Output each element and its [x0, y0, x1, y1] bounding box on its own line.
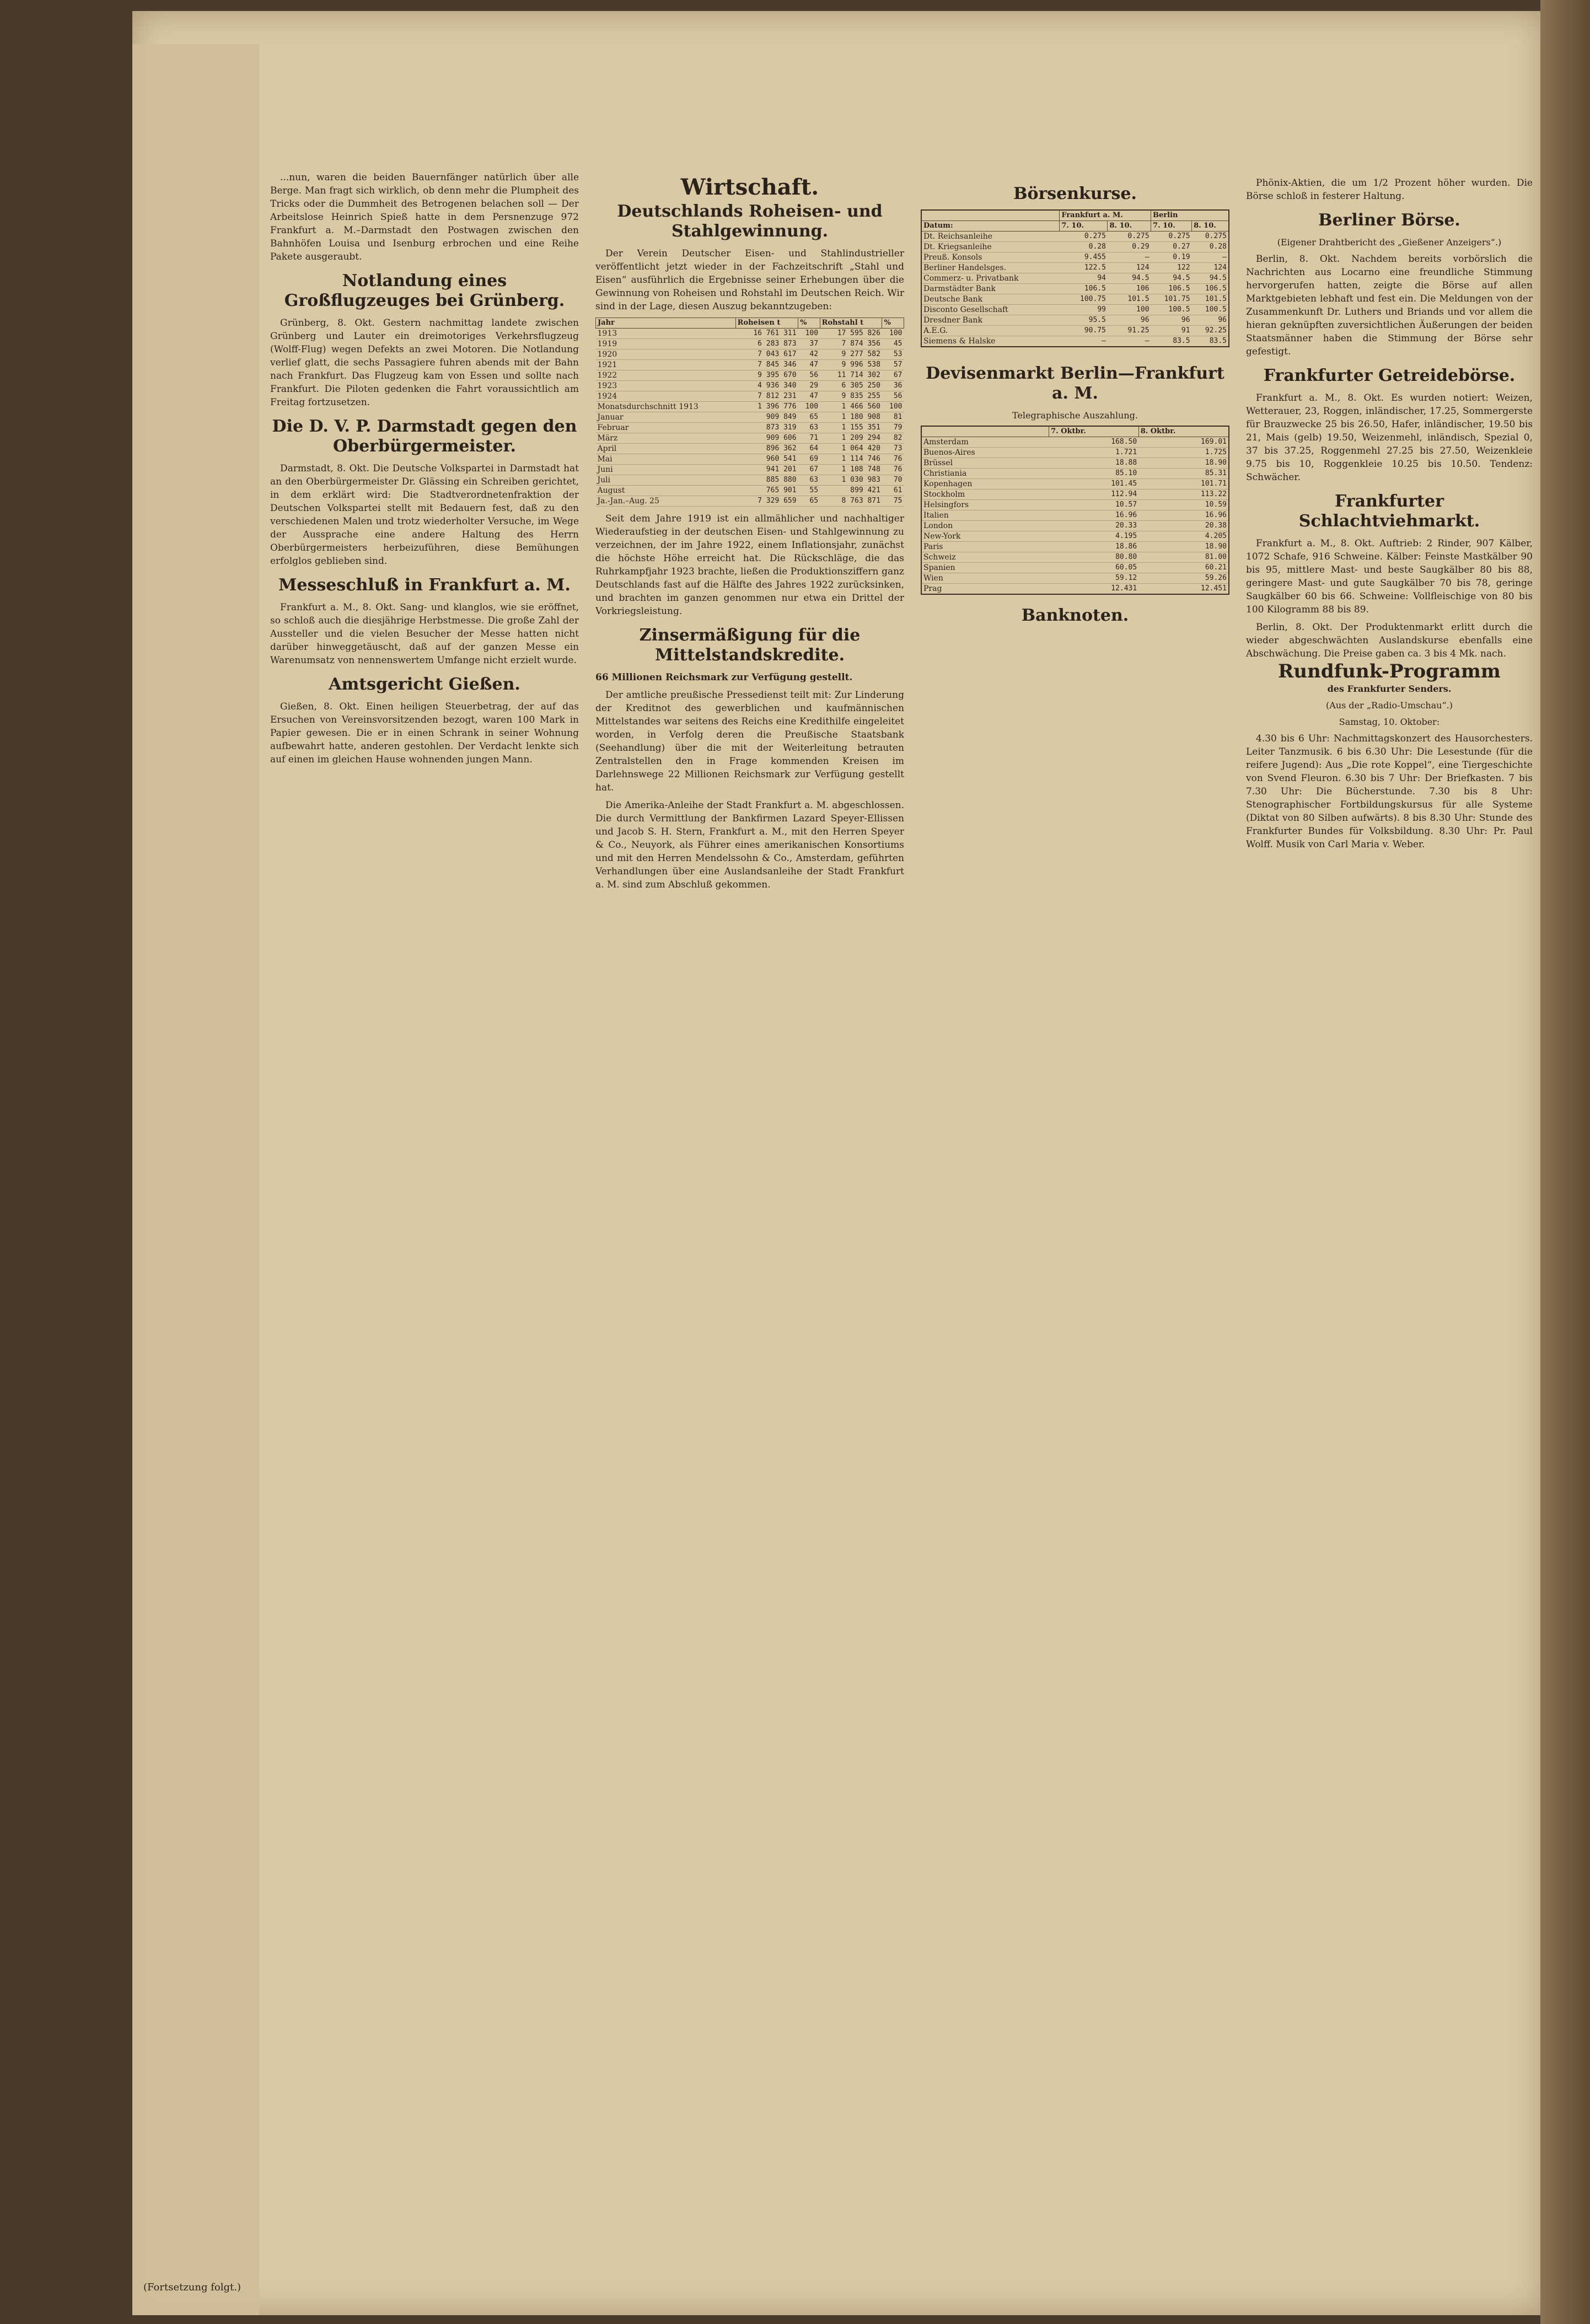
table-cell: 7 812 231: [735, 391, 798, 402]
table-cell: 1.721: [1049, 448, 1139, 458]
table-header: 7. 10.: [1151, 221, 1192, 232]
table-cell: 100: [1108, 305, 1151, 315]
table-cell: 12.431: [1049, 584, 1139, 595]
table-cell: Berliner Handelsges.: [921, 263, 1060, 273]
table-cell: 8 763 871: [820, 496, 882, 507]
table-row: [921, 273, 1229, 284]
article-text: Berlin, 8. Okt. Der Produktenmarkt erlitt durch die wieder abgeschwächten Auslandskurse ebenfalls eine Abschwächung. Die Preise gaben ca. 3 bis 4 Mk. nach.: [1246, 622, 1533, 659]
table-cell: 80.80: [1049, 552, 1139, 563]
table-cell: 899 421: [820, 486, 882, 496]
table-cell: 1921: [596, 360, 736, 370]
table-cell: 9 835 255: [820, 391, 882, 402]
book-edge: [1540, 0, 1590, 2324]
table-cell: Ja.-Jan.–Aug. 25: [596, 496, 736, 507]
table-row: [596, 329, 904, 339]
article-text: Der Verein Deutscher Eisen- und Stahlindustrieller veröffentlicht jetzt wieder in der Fachzeitschrift „Stahl und Eisen“ ausführlich die Ergebnisse seiner Erhebungen über die Gewinnung von Roheisen und Rohstahl im Deutschen Reich. Wir sind in der Lage, diesen Auszug bekanntzugeben:: [595, 248, 904, 312]
table-cell: 960 541: [735, 454, 798, 465]
table-cell: 64: [798, 444, 820, 454]
table-cell: 124: [1192, 263, 1229, 273]
table-cell: 11 714 302: [820, 370, 882, 381]
article-text: Seit dem Jahre 1919 ist ein allmählicher und nachhaltiger Wiederaufstieg in der deutschen Eisen- und Stahlgewinnung zu verzeichnen, der im Jahre 1922, einem Inflationsjahr, zunächst die höchste Höhe erreicht hat. Die Rückschläge, die das Ruhrkampfjahr 1923 brachte, ließen die Produktionsziffern ganz Deutschlands fast auf die Hälfte des Jahres 1922 zurücksinken, und brachten im ganzen genommen nur etwa ein Drittel der Vorkriegsleistung.: [595, 513, 904, 617]
table-cell: 17 595 826: [820, 329, 882, 339]
table-cell: 12.451: [1138, 584, 1229, 595]
article-text: Die Amerika-Anleihe der Stadt Frankfurt a. M. abgeschlossen. Die durch Vermittlung der Bankfirmen Lazard Speyer-Ellissen und Jacob S. H. Stern, Frankfurt a. M., mit den Herren Speyer & Co., Neuyork, als Führer eines amerikanischen Konsortiums und mit den Herren Mendelssohn & Co., Amsterdam, geführten Verhandlungen über eine Auslandsanleihe der Stadt Frankfurt a. M. sind zum Abschluß gekommen.: [595, 800, 904, 890]
table-cell: 63: [798, 475, 820, 486]
table-row: [921, 500, 1229, 510]
table-cell: 101.5: [1192, 294, 1229, 305]
table-cell: 63: [798, 423, 820, 433]
table-cell: 0.28: [1192, 242, 1229, 252]
table-cell: London: [921, 521, 1049, 531]
table-cell: 9 395 670: [735, 370, 798, 381]
table-cell: 81.00: [1138, 552, 1229, 563]
table-cell: 1.725: [1138, 448, 1229, 458]
table-cell: 60.21: [1138, 563, 1229, 573]
table-cell: 82: [882, 433, 904, 444]
table-row: [596, 496, 904, 507]
table-cell: 1920: [596, 349, 736, 360]
table-cell: 18.90: [1138, 542, 1229, 552]
table-cell: 57: [882, 360, 904, 370]
table-cell: 9 996 538: [820, 360, 882, 370]
article-text: Phönix-Aktien, die um 1/2 Prozent höher wurden. Die Börse schloß in festerer Haltung.: [1246, 177, 1533, 202]
newspaper-page: [132, 11, 1544, 2315]
table-cell: 83.5: [1151, 336, 1192, 347]
table-cell: Buenos-Aires: [921, 448, 1049, 458]
table-cell: 873 319: [735, 423, 798, 433]
article-text: Berlin, 8. Okt. Nachdem bereits vorbörslich die Nachrichten aus Locarno eine freundliche Stimmung hervorgerufen hatten, zeigte die Börse auf allen Marktgebieten lebhaft und fest ein. Die Meldungen von der Zusammenkunft Dr. Luthers und Briands und vor allem die hieran geknüpften zuversichtlichen Äußerungen der beiden Staatsmänner haben die Stimmung der Börse sehr gefestigt.: [1246, 254, 1533, 357]
table-header: Frankfurt a. M.: [1060, 210, 1151, 221]
table-cell: 94.5: [1108, 273, 1151, 284]
headline-messeschluss: Messeschluß in Frankfurt a. M.: [278, 575, 571, 595]
table-cell: 59.26: [1138, 573, 1229, 584]
table-cell: Preuß. Konsols: [921, 252, 1060, 263]
table-cell: 101.71: [1138, 479, 1229, 489]
table-row: [596, 454, 904, 465]
table-cell: 9.455: [1060, 252, 1108, 263]
table-row: [596, 444, 904, 454]
table-header: %: [798, 318, 820, 329]
table-cell: 0.27: [1151, 242, 1192, 252]
table-row: [921, 489, 1229, 500]
table-header-row: [596, 318, 904, 329]
table-cell: 101.75: [1151, 294, 1192, 305]
table-cell: 92.25: [1192, 326, 1229, 336]
headline-devisen: Devisenmarkt Berlin—Frankfurt a. M.: [926, 364, 1224, 403]
table-cell: 53: [882, 349, 904, 360]
table-cell: 60.05: [1049, 563, 1139, 573]
table-cell: 61: [882, 486, 904, 496]
article-text: ...nun, waren die beiden Bauernfänger natürlich über alle Berge. Man fragt sich wirklich, ob denn mehr die Plumpheit des Tricks oder die Dummheit des Betrogenen belachen soll — Der Arbeitslose Heinrich Spieß hatte in dem Persnenzuge 972 Frankfurt a. M.–Darmstadt den Postwagen zwischen den Bahnhöfen Louisa und Isenburg erbrochen und eine Reihe Pakete ausgeraubt.: [270, 172, 579, 262]
table-cell: 0.275: [1060, 232, 1108, 242]
headline-roheisen: Deutschlands Roheisen- und Stahlgewinnung.: [617, 202, 883, 241]
table-cell: 101.5: [1108, 294, 1151, 305]
table-cell: Deutsche Bank: [921, 294, 1060, 305]
article-text: Grünberg, 8. Okt. Gestern nachmittag landete zwischen Grünberg und Lauter ein dreimotoriges Verkehrsflugzeug (Wolff-Flug) wegen Defekts an zwei Motoren. Die Notlandung verlief glatt, die sechs Passagiere fuhren abends mit der Bahn nach Frankfurt. Das Flugzeug kam von Essen und sollte nach Frankfurt. Die Piloten gedenken die Fahrt voraussichtlich am Freitag fortzusetzen.: [270, 318, 579, 408]
table-cell: —: [1192, 252, 1229, 263]
table-cell: Januar: [596, 412, 736, 423]
table-cell: 7 874 356: [820, 339, 882, 349]
previous-page-bleed: [132, 44, 259, 2315]
table-cell: 18.86: [1049, 542, 1139, 552]
table-cell: 90.75: [1060, 326, 1108, 336]
table-row: [921, 448, 1229, 458]
table-cell: 75: [882, 496, 904, 507]
table-cell: 94.5: [1151, 273, 1192, 284]
table-cell: 6 283 873: [735, 339, 798, 349]
table-cell: 47: [798, 360, 820, 370]
table-row: [921, 469, 1229, 479]
table-cell: 83.5: [1192, 336, 1229, 347]
table-cell: 56: [882, 391, 904, 402]
article-text: Frankfurt a. M., 8. Okt. Auftrieb: 2 Rinder, 907 Kälber, 1072 Schafe, 916 Schweine. Kälber: Feinste Mastkälber 90 bis 95, mittlere Mast- und beste Saugkälber 80 bis 88, geringere Mast- und gute Saugkälber 70 bis 78, geringe Saugkälber 60 bis 66. Schweine: Vollfleischige von 80 bis 100 Kilogramm 88 bis 89.: [1246, 538, 1533, 615]
table-cell: 4 936 340: [735, 381, 798, 391]
table-row: [921, 252, 1229, 263]
table-cell: 100: [882, 402, 904, 412]
table-cell: 100.5: [1151, 305, 1192, 315]
table-cell: 100: [798, 402, 820, 412]
table-cell: 76: [882, 454, 904, 465]
rundfunk-subtitle: des Frankfurter Senders.: [1327, 684, 1452, 694]
table-cell: 1923: [596, 381, 736, 391]
article-text: Frankfurt a. M., 8. Okt. Sang- und klanglos, wie sie eröffnet, so schloß auch die diesjährige Herbstmesse. Die große Zahl der Aussteller und die vielen Besucher der Messe hatten nicht darüber hinweggetäuscht, daß auf der ganzen Messe ein Warenumsatz von nennenswertem Umfange nicht erzielt wurde.: [270, 602, 579, 666]
table-cell: 100: [882, 329, 904, 339]
table-header: 8. Oktbr.: [1138, 426, 1229, 437]
table-cell: 0.28: [1060, 242, 1108, 252]
table-cell: 94: [1060, 273, 1108, 284]
table-cell: 1 466 560: [820, 402, 882, 412]
table-cell: 909 849: [735, 412, 798, 423]
table-cell: 1922: [596, 370, 736, 381]
table-cell: 18.90: [1138, 458, 1229, 469]
table-cell: 70: [882, 475, 904, 486]
table-header: Rohstahl t: [820, 318, 882, 329]
table-cell: 0.275: [1108, 232, 1151, 242]
table-cell: Schweiz: [921, 552, 1049, 563]
table-cell: New-York: [921, 531, 1049, 542]
table-cell: 1913: [596, 329, 736, 339]
table-row: [921, 336, 1229, 347]
table-cell: 168.50: [1049, 437, 1139, 448]
table-row: [596, 433, 904, 444]
table-cell: 20.33: [1049, 521, 1139, 531]
table-header: Berlin: [1151, 210, 1229, 221]
table-cell: Februar: [596, 423, 736, 433]
source-note: (Eigener Drahtbericht des „Gießener Anzeigers“.): [1277, 237, 1502, 248]
table-cell: Juli: [596, 475, 736, 486]
table-cell: 9 277 582: [820, 349, 882, 360]
table-cell: 1919: [596, 339, 736, 349]
table-row: [921, 479, 1229, 489]
table-cell: 36: [882, 381, 904, 391]
headline-berliner-boerse: Berliner Börse.: [1318, 211, 1460, 230]
table-cell: 106.5: [1060, 284, 1108, 294]
table-cell: 81: [882, 412, 904, 423]
table-cell: 65: [798, 412, 820, 423]
section-title-wirtschaft: Wirtschaft.: [680, 174, 819, 200]
table-cell: 896 362: [735, 444, 798, 454]
table-cell: Spanien: [921, 563, 1049, 573]
table-header-row: [921, 210, 1229, 221]
table-cell: 69: [798, 454, 820, 465]
table-cell: 101.45: [1049, 479, 1139, 489]
table-row: [921, 232, 1229, 242]
table-cell: 76: [882, 465, 904, 475]
table-cell: 71: [798, 433, 820, 444]
table-cell: Dt. Kriegsanleihe: [921, 242, 1060, 252]
table-cell: 122.5: [1060, 263, 1108, 273]
table-cell: 85.31: [1138, 469, 1229, 479]
table-cell: Dt. Reichsanleihe: [921, 232, 1060, 242]
table-cell: 96: [1108, 315, 1151, 326]
table-cell: 1924: [596, 391, 736, 402]
headline-amtsgericht: Amtsgericht Gießen.: [329, 675, 520, 694]
table-cell: 1 030 983: [820, 475, 882, 486]
table-row: [921, 458, 1229, 469]
article-text: Frankfurt a. M., 8. Okt. Es wurden notiert: Weizen, Wetterauer, 23, Roggen, inländischer, 17.25, Sommergerste für Brauzwecke 25 bis 26.50, Hafer, inländischer, 19.50 bis 21, Mais (gelb) 19.50, Weizenmehl, inländisch, Spezial 0, 37 bis 37.25, Roggenmehl 27.25 bis 27.50, Weizenkleie 9.75 bis 10, Roggenkleie 10.25 bis 10.50. Tendenz: Schwächer.: [1246, 392, 1533, 483]
table-row: [596, 391, 904, 402]
table-cell: Siemens & Halske: [921, 336, 1060, 347]
table-cell: 1 114 746: [820, 454, 882, 465]
table-row: [921, 510, 1229, 521]
column-4: [1246, 176, 1533, 856]
article-lead: 66 Millionen Reichsmark zur Verfügung gestellt.: [595, 672, 853, 683]
table-cell: 10.59: [1138, 500, 1229, 510]
table-cell: 91.25: [1108, 326, 1151, 336]
table-cell: 16.96: [1138, 510, 1229, 521]
table-header: [921, 426, 1049, 437]
table-cell: Disconto Gesellschaft: [921, 305, 1060, 315]
table-cell: Stockholm: [921, 489, 1049, 500]
table-cell: 122: [1151, 263, 1192, 273]
table-row: [596, 486, 904, 496]
table-row: [921, 573, 1229, 584]
table-cell: 0.275: [1151, 232, 1192, 242]
table-cell: 7 845 346: [735, 360, 798, 370]
table-cell: Dresdner Bank: [921, 315, 1060, 326]
table-cell: Kopenhagen: [921, 479, 1049, 489]
table-row: [921, 294, 1229, 305]
table-cell: Brüssel: [921, 458, 1049, 469]
headline-dvp-darmstadt: Die D. V. P. Darmstadt gegen den Oberbürgermeister.: [272, 417, 577, 456]
table-row: [596, 423, 904, 433]
table-header: %: [882, 318, 904, 329]
headline-notlandung: Notlandung eines Großflugzeuges bei Grünberg.: [284, 271, 565, 310]
devisen-subtitle: Telegraphische Auszahlung.: [1012, 410, 1138, 421]
roheisen-table: [595, 318, 904, 507]
table-cell: 59.12: [1049, 573, 1139, 584]
article-text: Der amtliche preußische Pressedienst teilt mit: Zur Linderung der Kreditnot des gewerblichen und kaufmännischen Mittelstandes war seitens des Reichs eine Kredithilfe eingeleitet worden, in Verfolg deren die Preußische Staatsbank (Seehandlung) über die mit der Weiterleitung betrauten Zentralstellen den in Frage kommenden Kreisen im Darlehnswege 22 Millionen Reichsmark zur Verfügung gestellt hat.: [595, 690, 904, 793]
table-cell: 4.205: [1138, 531, 1229, 542]
table-cell: 1 108 748: [820, 465, 882, 475]
table-row: [921, 242, 1229, 252]
table-cell: 100: [798, 329, 820, 339]
table-cell: 100.75: [1060, 294, 1108, 305]
table-header: Roheisen t: [735, 318, 798, 329]
table-cell: 7 329 659: [735, 496, 798, 507]
table-header: [921, 210, 1060, 221]
table-cell: 10.57: [1049, 500, 1139, 510]
table-row: [596, 475, 904, 486]
rundfunk-source: (Aus der „Radio-Umschau“.): [1326, 700, 1453, 711]
table-row: [921, 437, 1229, 448]
table-cell: Wien: [921, 573, 1049, 584]
table-cell: 1 209 294: [820, 433, 882, 444]
table-row: [596, 412, 904, 423]
headline-rundfunk: Rundfunk-Programm: [1278, 660, 1501, 682]
table-cell: Italien: [921, 510, 1049, 521]
headline-zinsermaessigung: Zinsermäßigung für die Mittelstandskredite.: [639, 626, 861, 665]
table-cell: 941 201: [735, 465, 798, 475]
table-row: [921, 563, 1229, 573]
table-header: 8. 10.: [1192, 221, 1229, 232]
headline-schlachtviehmarkt: Frankfurter Schlachtviehmarkt.: [1298, 492, 1480, 531]
table-cell: 96: [1192, 315, 1229, 326]
table-cell: 29: [798, 381, 820, 391]
table-cell: 112.94: [1049, 489, 1139, 500]
table-cell: 100.5: [1192, 305, 1229, 315]
article-text: 4.30 bis 6 Uhr: Nachmittagskonzert des Hausorchesters. Leiter Tanzmusik. 6 bis 6.30 Uhr: Die Lesestunde (für die reifere Jugend): Aus „Die rote Koppel“, eine Tiergeschichte von Svend Fleuron. 6.30 bis 7 Uhr: Der Briefkasten. 7 bis 7.30 Uhr: Die Bücherstunde. 7.30 bis 8 Uhr: Stenographischer Fortbildungskursus für alle Systeme (Diktat von 80 Silben aufwärts). 8 bis 8.30 Uhr: Stunde des Frankfurter Bundes für Volksbildung. 8.30 Uhr: Pr. Paul Wolff. Musik von Carl Maria v. Weber.: [1246, 733, 1533, 850]
table-cell: 0.275: [1192, 232, 1229, 242]
table-cell: Monatsdurchschnitt 1913: [596, 402, 736, 412]
table-cell: 1 064 420: [820, 444, 882, 454]
table-cell: Darmstädter Bank: [921, 284, 1060, 294]
table-cell: 95.5: [1060, 315, 1108, 326]
table-cell: A.E.G.: [921, 326, 1060, 336]
table-row: [596, 381, 904, 391]
table-header-row: [921, 221, 1229, 232]
table-cell: Christiania: [921, 469, 1049, 479]
table-header: Datum:: [921, 221, 1060, 232]
table-cell: 169.01: [1138, 437, 1229, 448]
headline-boersenkurse: Börsenkurse.: [1013, 184, 1137, 203]
table-cell: 85.10: [1049, 469, 1139, 479]
table-cell: Paris: [921, 542, 1049, 552]
article-text: Gießen, 8. Okt. Einen heiligen Steuerbetrag, der auf das Ersuchen von Vereinsvorsitzenden bezogt, waren 100 Mark in Papier gewesen. Die er in einen Schrank in seiner Wohnung aufbewahrt hatte, anderen gestohlen. Der Verdacht lenkte sich auf einen im gleichen Hause wohnenden jungen Mann.: [270, 701, 579, 765]
table-row: [596, 402, 904, 412]
table-cell: 0.19: [1151, 252, 1192, 263]
table-cell: —: [1108, 336, 1151, 347]
table-header: 7. 10.: [1060, 221, 1108, 232]
table-cell: 0.29: [1108, 242, 1151, 252]
table-cell: 16 761 311: [735, 329, 798, 339]
table-header: 8. 10.: [1108, 221, 1151, 232]
headline-banknoten: Banknoten.: [1021, 606, 1129, 625]
table-cell: 4.195: [1049, 531, 1139, 542]
table-header: Jahr: [596, 318, 736, 329]
table-row: [921, 531, 1229, 542]
table-cell: 106.5: [1151, 284, 1192, 294]
table-row: [596, 465, 904, 475]
table-row: [596, 370, 904, 381]
table-cell: 7 043 617: [735, 349, 798, 360]
table-cell: Prag: [921, 584, 1049, 595]
table-cell: 47: [798, 391, 820, 402]
table-row: [921, 284, 1229, 294]
column-2: [595, 176, 904, 896]
table-cell: 67: [882, 370, 904, 381]
table-cell: 42: [798, 349, 820, 360]
continuation-note: (Fortsetzung folgt.): [143, 2282, 241, 2293]
table-row: [596, 349, 904, 360]
table-row: [921, 305, 1229, 315]
table-cell: —: [1108, 252, 1151, 263]
table-cell: März: [596, 433, 736, 444]
table-cell: 65: [798, 496, 820, 507]
table-cell: 73: [882, 444, 904, 454]
table-cell: 96: [1151, 315, 1192, 326]
table-cell: Mai: [596, 454, 736, 465]
table-cell: 94.5: [1192, 273, 1229, 284]
table-cell: 99: [1060, 305, 1108, 315]
devisen-table: [921, 426, 1229, 595]
table-cell: 91: [1151, 326, 1192, 336]
table-cell: 56: [798, 370, 820, 381]
table-header: 7. Oktbr.: [1049, 426, 1139, 437]
table-cell: 37: [798, 339, 820, 349]
table-cell: 55: [798, 486, 820, 496]
table-cell: 79: [882, 423, 904, 433]
table-cell: 1 180 908: [820, 412, 882, 423]
table-cell: —: [1060, 336, 1108, 347]
table-cell: 1 155 351: [820, 423, 882, 433]
table-cell: 106: [1108, 284, 1151, 294]
table-cell: 124: [1108, 263, 1151, 273]
table-cell: 67: [798, 465, 820, 475]
table-cell: 765 901: [735, 486, 798, 496]
table-row: [596, 339, 904, 349]
table-cell: 45: [882, 339, 904, 349]
table-row: [921, 542, 1229, 552]
table-cell: 18.88: [1049, 458, 1139, 469]
table-cell: Amsterdam: [921, 437, 1049, 448]
table-row: [921, 521, 1229, 531]
table-row: [921, 326, 1229, 336]
table-row: [921, 584, 1229, 595]
table-cell: 909 606: [735, 433, 798, 444]
table-cell: Juni: [596, 465, 736, 475]
table-cell: April: [596, 444, 736, 454]
table-cell: 16.96: [1049, 510, 1139, 521]
column-1: [270, 171, 579, 771]
table-cell: 885 880: [735, 475, 798, 486]
table-cell: August: [596, 486, 736, 496]
table-header-row: [921, 426, 1229, 437]
table-cell: 106.5: [1192, 284, 1229, 294]
table-cell: 20.38: [1138, 521, 1229, 531]
table-row: [596, 360, 904, 370]
table-row: [921, 315, 1229, 326]
table-cell: Helsingfors: [921, 500, 1049, 510]
table-cell: Commerz- u. Privatbank: [921, 273, 1060, 284]
rundfunk-date: Samstag, 10. Oktober:: [1339, 717, 1440, 727]
table-cell: 113.22: [1138, 489, 1229, 500]
headline-getreideboerse: Frankfurter Getreidebörse.: [1263, 366, 1516, 385]
table-cell: 1 396 776: [735, 402, 798, 412]
table-cell: 6 305 250: [820, 381, 882, 391]
boersenkurse-table: [921, 209, 1229, 347]
table-row: [921, 552, 1229, 563]
column-3: [921, 176, 1229, 631]
table-row: [921, 263, 1229, 273]
article-text: Darmstadt, 8. Okt. Die Deutsche Volkspartei in Darmstadt hat an den Oberbürgermeister Dr. Glässing ein Schreiben gerichtet, in dem erklärt wird: Die Stadtverordnetenfraktion der Deutschen Volkspartei stellt mit Bedauern fest, daß zu den verschiedenen Malen und trotz wiederholter Versuche, im Wege der Aussprache eine andere Haltung des Herrn Oberbürgermeisters herbeizuführen, diese Bemühungen erfolglos geblieben sind.: [270, 463, 579, 567]
